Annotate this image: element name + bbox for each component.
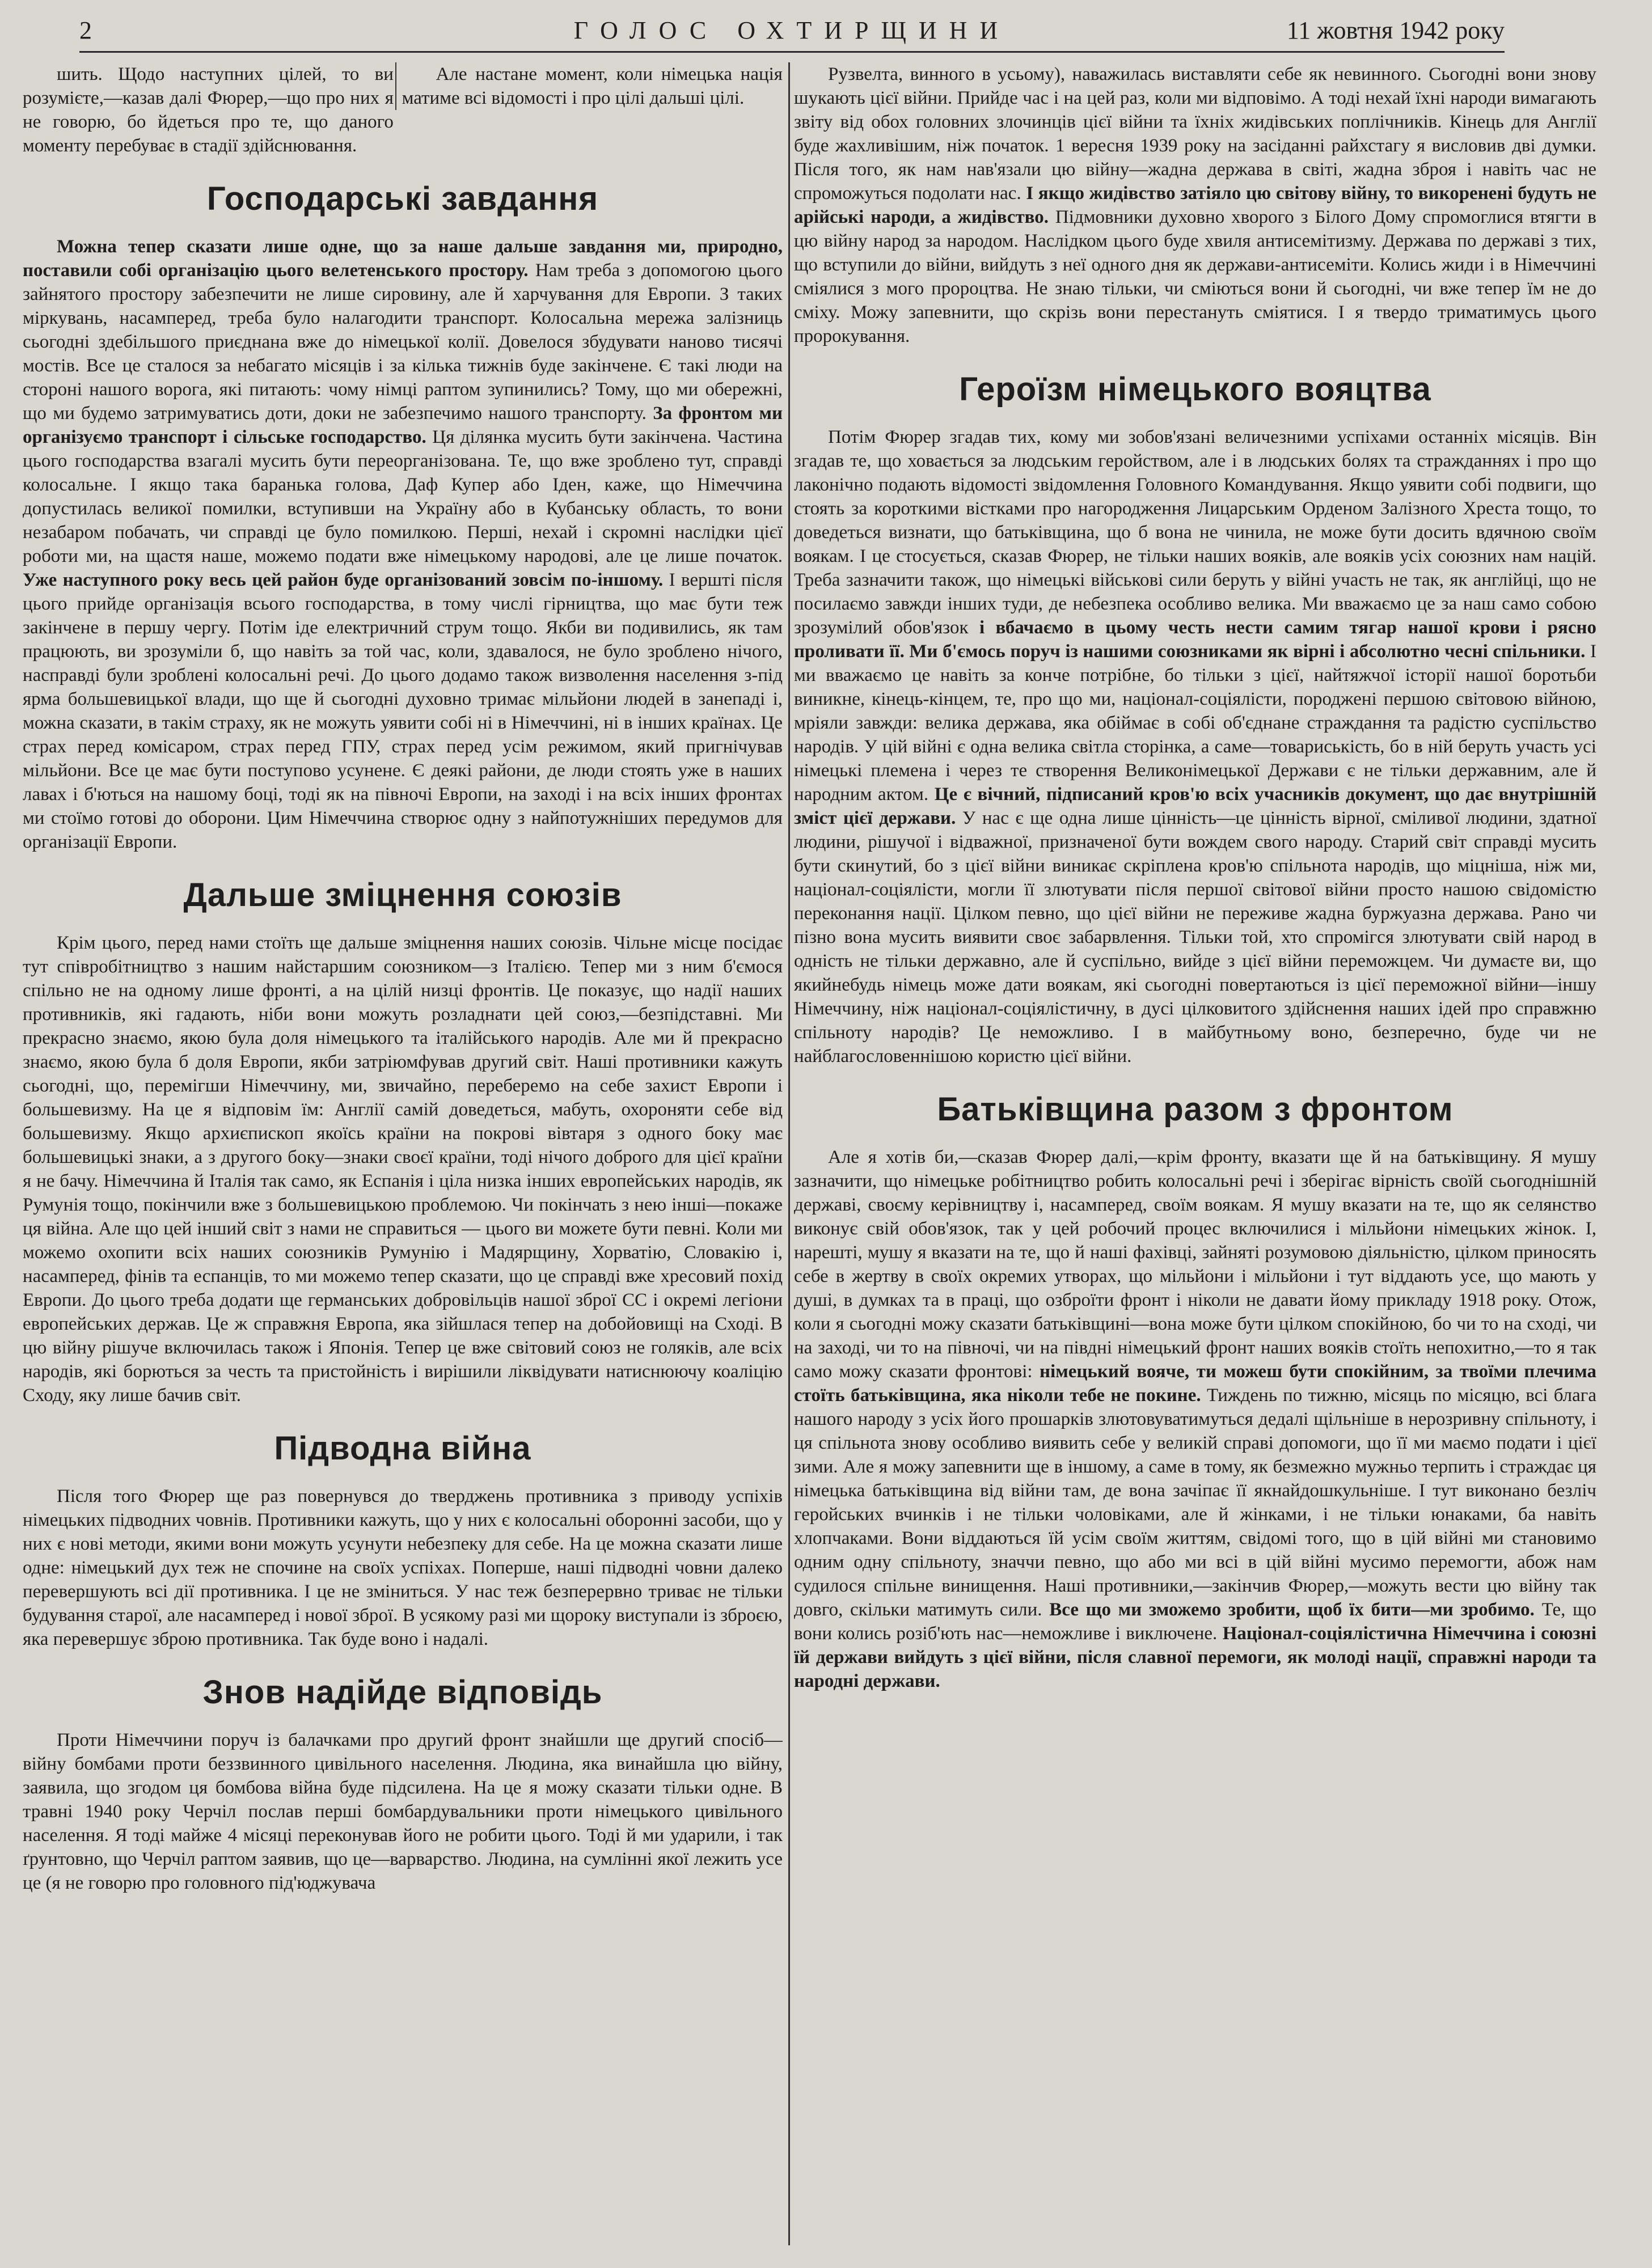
bold-text: І якщо жидівство затіяло цю світову війну, то викоренені будуть не арійські народи, а жидівство. [794,183,1596,227]
bold-text: німецький вояче, ти можеш бути спокійним, за твоїми плечима стоїть батьківщина, яка ніколи тебе не покине. [794,1361,1596,1406]
bold-text: Все що ми зможемо зробити, щоб їх бити—ми зробимо. [1049,1600,1542,1620]
body-text: Ця ділянка мусить бути закінчена. Частина цього господарства взагалі мусить бути переорганізована. Те, що вже зроблено тут, справді колосальне. І якщо така баранька голова, Даф Купер або Іден, каже, що Німеччина допустилась великої помилки, вступивши на Україну або в Кубанську область, то вони незабаром побачать, чи справді це було помилкою. Перші, нехай і скромні наслідки цієї роботи ми, на щастя наше, можемо подати вже німецькому народові, але це лише початок. [23,427,783,566]
bold-text: і вбачаємо в цьому честь нести самим тягар нашої крови і рясно проливати її. Ми б'ємось поруч із нашими союзниками як вірні і абсолютно чесні спільники. [794,617,1596,662]
body-text: Тиждень по тижню, місяць по місяцю, всі блага нашого народу з усіх його прошарків злютовуватимуться дедалі щільніше в нерозривну спільноту, і ця спільнота знову особливо виявить себе у великій справі допомоги, що її ми маємо подати і цієї зими. Але я можу запевнити ще в іншому, а саме в тому, як безмежно мужньо терпить і страждає ця німецька батьківщина від війни там, де вона зачіпає її якнайдошкульніше. І тут виконано безліч геройських вчинків і не тільки чоловіками, але й жінками, і не тільки юнаками, ба навіть хлопчаками. Вони віддаються їй усім своїм життям, свідомі того, що в цій війні ми становимо одним одну спільноту, значчи певно, що або ми всі в цій війні мусимо перемогти, абож нам судилося спільне винищення. Наші противники,—закінчив Фюрер,—можуть вести цю війну так довго, скільки матимуть сили. [794,1385,1596,1620]
article-paragraph [794,1145,1596,1693]
article-paragraph [794,62,1596,348]
section-heading: Героїзм німецького вояцтва [959,371,1431,408]
issue-date: 11 жовтня 1942 року [1286,16,1505,44]
right-column [794,62,1596,2245]
body-text: І вершті після цього прийде організація всього господарства, в тому числі гірництва, що має бути теж закінчене в першу чергу. Потім іде електричний струм тощо. Якби ви подивились, як там працюють, ви зрозуміли б, що навіть за той час, коли, здавалося, не було зроблено нічого, насправді були зроблені колосальні речі. До цього додамо також визволення населення з-під ярма большевицької влади, що ще й сьогодні духовно тримає мільйони людей в занепаді і, можна сказати, в такім страху, як не можуть уявити собі ні в Німеччині, ні в інших країнах. Це страх перед комісаром, страх перед ГПУ, страх перед усім режимом, який пригнічував мільйони. Все це має бути поступово усунене. Є деякі райони, де люди стоять уже в наших лавах і б'ються на нашому боці, тоді як на півночі Европи, на заході і на всіх інших фронтах ми стоїмо готові до оборони. Цим Німеччина створює одну з найпотужніших передумов для організації Европи. [23,570,783,852]
body-text: Підмовники духовно хворого з Білого Дому спромоглися втягти в цю війну народ за народом. Наслідком цього буде хвиля антисемітизму. Держава по державі з тих, що вступили до війни, вийдуть з неї одного дня як держави-антисеміти. Колись жиди і в Німеччині сміялися з мого пророцтва. Не знаю тільки, чи сміються вони й сьогодні, чи вже тепер їм не до сміху. Можу запевнити, що скрізь вони перестануть сміятися. І я твердо триматимусь цього пророкування. [794,207,1596,346]
bold-text: За фронтом ми організуємо транспорт і сільське господарство. [23,403,783,447]
body-text: І ми вважаємо це навіть за конче потрібне, бо тільки з цієї, найтяжчої історії нашої боротьби виникне, кінець-кінцем, те, про що ми, націонал-соціялісти, породжені першою світовою війною, мріяли завжди: велика держава, яка обіймає в собі об'єднане страждання та радістю суспільство народів. У цій війні є одна велика світла сторінка, а саме—товариськість, бо в ній беруть участь усі німецькі племена і через те створення Великонімецької Держави є не тільки державним, але й народним актом. [794,641,1596,805]
newspaper-title: ГОЛОС ОХТИРЩИНИ [573,16,1011,44]
section-heading: Батьківщина разом з фронтом [937,1091,1454,1128]
masthead [79,11,1505,53]
section-heading: Знов надійде відповідь [202,1674,603,1711]
section-heading: Господарські завдання [206,180,599,217]
continuation-text: Але настане момент, коли німецька нація матиме всі відомості і про цілі дальші цілі. [402,64,783,108]
article-paragraph [23,235,783,854]
bold-text: Уже наступного року весь цей район буде організований зовсім по-іншому. [23,570,669,590]
body-text: У нас є ще одна лише цінність—це цінність вірної, сміливої людини, здатної людини, рішучої і відважної, призначеної бути вождем свого народу. Старий світ справді мусить бути скинутий, бо з цієї війни виникає скріплена кров'ю спільнота народів, що міцніша, ніж ми, націонал-соціялісти, могли її злютувати після першої світової війни просто нашою свідомістю переконання нації. Цілком певно, що цієї війни не переживе жадна буржуазна держава. Рано чи пізно вона мусить виявити своє забарвлення. Тільки той, хто спромігся злютувати свій народ в одність не тільки державно, але й суспільно, вийде з цієї війни переможцем. Чи думаєте ви, що якийнебудь німець може дати воякам, які сьогодні повертаються із цієї переможної війни—іншу Німеччину, ніж націонал-соціялістичну, в дусі цілковитого здійснення наших ідей про справжню спільноту народів? Це неможливо. І в майбутньому воно, безперечно, буде чи не найблагословеннішою користю цієї війни. [794,808,1596,1067]
body-text: Потім Фюрер згадав тих, кому ми зобов'язані величезними успіхами останніх місяців. Він згадав те, що ховається за людським геройством, але і в людських болях та стражданнях і про що лаконічно подають відомості звідомлення Головного Командування. Якщо уявити собі подвиги, що стоять за короткими вістками про нагородження Лицарським Орденом Залізного Хреста тощо, то доведеться визнати, що батьківщина, що б вона не чинила, не може бути досить вдячною своїм воякам. І це стосується, сказав Фюрер, не тільки наших вояків, але вояків усіх союзних нам націй. Треба зазначити також, що німецькі військові сили беруть у війні участь не так, як англійці, що не посилаємо завжди інших туди, де небезпека особливо велика. Ми вважаємо це за наш само собою зрозумілий обов'язок [794,427,1596,638]
bold-text: Націонал-соціялістична Німеччина і союзні їй держави вийдуть з цієї війни, після славної перемоги, як молоді нації, справжні народи та народні держави. [794,1623,1596,1691]
article-paragraph: Крім цього, перед нами стоїть ще дальше зміцнення наших союзів. Чільне місце посідає тут співробітництво з нашим найстаршим союзником—з Італією. Тепер ми з ним б'ємося спільно не на одному лише фронті, а на цілій низці фронтів. Це показує, що надії наших противників, які гадають, ніби вони можуть розладнати цей союз,—безпідставні. Ми прекрасно знаємо, якою була доля німецького та італійського народів. Але ми й прекрасно знаємо, якою була б доля Европи, якби затріюмфував другий світ. Наші противники кажуть сьогодні, що, перемігши Німеччину, ми, звичайно, переберемо на себе захист Европи і большевизму. На це я відповім їм: Англії самій доведеться, мабуть, охороняти себе від большевизму. Якщо архиєпископ якоїсь країни на покрові вівтаря з одного боку має большевицькі знаки, а з другого боку—знаки своєї країни, тоді нічого доброго для цієї країни я не бачу. Німеччина й Італія так само, як Еспанія і ціла низка інших европейських народів, як Румунія тощо, покінчили вже з большевицькою проблемою. Чи покінчать з нею інші—покаже ця війна. Але що цей інший світ з нами не справиться — цього ви можете бути певні. Коли ми можемо охопити всіх наших союзників Румунію і Мадярщину, Хорватію, Словакію і, насамперед, фінів та еспанців, то ми можемо тепер сказати, що це справді вже хресовий похід Европи. До цього треба додати ще германських добровільців нашої зброї СС і окремі легіони европейських держав. Це ж справжня Европа, яка зійшлася тепер на добойовищі на Сході. В цю війну рішуче включилась також і Японія. Тепер це вже світовий союз не голяків, але всіх народів, які борються за честь та пристойність і вирішили ліквідувати натиснюючу коаліцію Сходу, яку лише бачив світ. [23,933,783,1406]
body-text: Рузвелта, винного в усьому), наважилась виставляти себе як невинного. Сьогодні вони знову шукають цієї війни. Прийде час і на цей раз, коли ми відповімо. А тоді нехай їхні народи вимагають звіту від обох головних злочинців цієї війни та їхніх жидівських поплічників. Кінець для Англії буде жахливішим, ніж початок. 1 вересня 1939 року на засіданні райхстагу я висловив дві думки. Після того, як нам нав'язали цю війну—жадна держава в світі, жадна зброя і навіть час не спроможуться подолати нас. [794,64,1596,204]
page-number: 2 [79,16,92,44]
column-divider [788,62,790,2245]
body-text: Те, що вони колись розіб'ють нас—неможливе і виключене. [794,1600,1596,1644]
bold-text: Можна тепер сказати лише одне, що за наше дальше завдання ми, природно, поставили собі організацію цього велетенського простору. [23,236,783,281]
article-paragraph: Проти Німеччини поруч із балачками про другий фронт знайшли ще другий спосіб—війну бомбами проти беззвинного цивільного населення. Людина, яка винайшла цю війну, заявила, що згодом ця бомбова війна буде підсилена. На це я можу сказати тільки одне. В травні 1940 року Черчіл послав перші бомбардувальники проти німецького цивільного населення. Я тоді майже 4 місяці переконував його не робити цього. Тоді й ми ударили, і так ґрунтовно, що Черчіл раптом заявив, що це—варварство. Людина, на сумлінні якої лежить усе це (я не говорю про головного під'юджувача [23,1730,783,1893]
bold-text: Це є вічний, підписаний кров'ю всіх учасників документ, що дає внутрішній зміст цієї держави. [794,784,1596,828]
section-heading: Дальше зміцнення союзів [183,877,622,913]
left-column [23,62,783,2245]
article-paragraph: Після того Фюрер ще раз повернувся до тверджень противника з приводу успіхів німецьких підводних човнів. Противники кажуть, що у них є колосальні оборонні засоби, що у них є нові методи, якими вони можуть усунути небезпеку для себе. На це можна сказати лише одне: німецький дух теж не спочине на своїх успіхах. Поперше, наші підводні човни далеко перевершують всі дії противника. І це не зміниться. У нас теж безперервно триває не тільки будування старої, але насамперед і нової зброї. В усякому разі ми щороку виступали із зброєю, яка перевершує зброю противника. Так буде воно і надалі. [23,1486,783,1649]
section-heading: Підводна війна [274,1430,531,1467]
continuation-text: шить. Щодо наступних цілей, то ви розумієте,—казав далі Фюрер,—що про них я не говорю, бо йдеться про те, що даного моменту перебуває в стадії здійснювання. [23,64,394,156]
body-text: Але я хотів би,—сказав Фюрер далі,—крім фронту, вказати ще й на батьківщину. Я мушу зазначити, що німецьке робітництво робить колосальні речі і зберігає вірність своїй сьогоднішній державі, своєму керівництву і, насамперед, своїм воякам. Я мушу вказати на те, що як селянство виконує свій обов'язок, так у цей робочий процес включилися і мільйони німецьких жінок. І, нарешті, мушу я вказати на те, що й наші фахівці, зайняті розумовою діяльністю, цілком приносять себе в жертву в своїх окремих утворах, що мільйони і мільйони і тут віддають усе, що мають у душі, в думках та в праці, що озброїти фронт і ніколи не давати йому прикладу 1918 року. Отож, коли я сьогодні можу сказати батьківщині—вона може бути цілком спокійною, бо чи то на сході, чи на заході, чи то на півночі, чи на півдні німецький фронт наших вояків стоїть непохитно,—то я так само можу сказати фронтові: [794,1147,1596,1382]
body-text: Нам треба з допомогою цього зайнятого простору забезпечити не лише сировину, але й харчування для Европи. З таких міркувань, насамперед, треба було налагодити транспорт. Колосальна мережа залізниць сьогодні здебільшого приєднана вже до німецької колії. Довелося збудувати наново тисячі мостів. Все це сталося за небагато місяців і за кілька тижнів буде закінчене. Є такі люди на стороні нашого ворога, які питають: чому німці раптом зупинились? Тому, що ми обережні, що ми будемо затримуватись доти, доки не забезпечимо нашого транспорту. [23,260,783,424]
article-paragraph [794,425,1596,1068]
